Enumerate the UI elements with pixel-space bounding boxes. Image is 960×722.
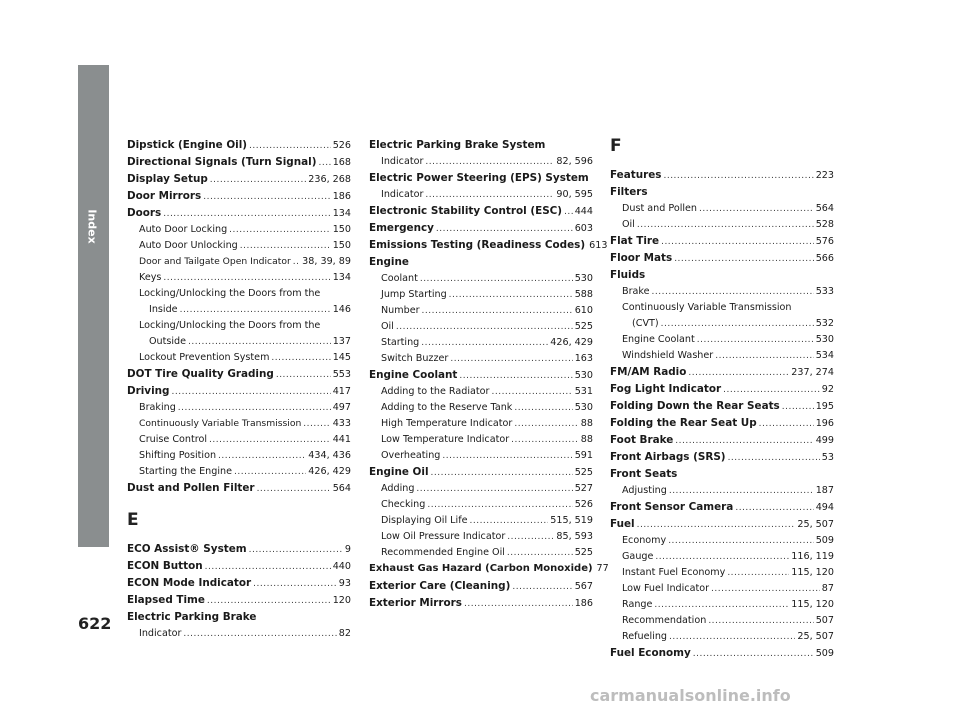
index-entry: Driving ..... 417 [127,383,351,400]
index-subentry: Auto Door Unlocking ..... 150 [127,238,351,254]
index-entry: ECON Mode Indicator ..... 93 [127,575,351,592]
index-entry: Exterior Mirrors ..... 186 [369,595,593,612]
index-subentry: High Temperature Indicator ..... 88 [369,416,593,432]
index-subentry: Keys ..... 134 [127,270,351,286]
index-entry: Folding the Rear Seat Up ..... 196 [610,415,834,432]
index-subentry: Displaying Oil Life ..... 515, 519 [369,513,593,529]
index-subentry: Oil ..... 525 [369,319,593,335]
index-entry: Floor Mats ..... 566 [610,250,834,267]
index-subentry: Brake ..... 533 [610,284,834,300]
index-entry: Fuel ..... 25, 507 [610,516,834,533]
index-column-1 [127,137,351,642]
index-entry: ECO Assist® System ..... 9 [127,541,351,558]
index-entry: Filters [610,186,648,198]
index-subentry: Gauge ..... 116, 119 [610,549,834,565]
index-subentry: Instant Fuel Economy ..... 115, 120 [610,565,834,581]
index-entry: Engine Oil ..... 525 [369,464,593,481]
index-subentry: Engine Coolant ..... 530 [610,332,834,348]
index-side-tab-label: Index [85,208,99,244]
index-entry: Front Sensor Camera ..... 494 [610,499,834,516]
index-subentry: Range ..... 115, 120 [610,597,834,613]
index-subentry: Windshield Washer ..... 534 [610,348,834,364]
index-entry: Door Mirrors ..... 186 [127,188,351,205]
index-subentry: Switch Buzzer ..... 163 [369,351,593,367]
index-entry: Fluids [610,269,646,281]
index-entry: Engine [369,256,409,268]
index-entry: Fog Light Indicator ..... 92 [610,381,834,398]
index-subentry: Overheating ..... 591 [369,448,593,464]
index-subentry: Indicator ..... 90, 595 [369,187,593,203]
index-subentry: Refueling ..... 25, 507 [610,629,834,645]
index-entry: Directional Signals (Turn Signal) ..... 168 [127,154,351,171]
index-entry: Engine Coolant ..... 530 [369,367,593,384]
page-number: 622 [78,614,112,633]
index-subentry: Economy ..... 509 [610,533,834,549]
index-entry: FM/AM Radio ..... 237, 274 [610,364,834,381]
index-subentry: Adding ..... 527 [369,481,593,497]
index-subentry: Adding to the Reserve Tank ..... 530 [369,400,593,416]
index-subentry: Continuously Variable Transmission [622,302,792,313]
index-subentry: Braking ..... 497 [127,400,351,416]
index-entry: Features ..... 223 [610,167,834,184]
index-entry: Electronic Stability Control (ESC) ..... 444 [369,203,593,220]
index-entry: Folding Down the Rear Seats ..... 195 [610,398,834,415]
index-column-2 [369,137,609,612]
index-subentry-continued: Inside ..... 146 [127,302,351,318]
index-entry: Foot Brake ..... 499 [610,432,834,449]
index-entry: Display Setup ..... 236, 268 [127,171,351,188]
index-subentry: Jump Starting ..... 588 [369,287,593,303]
index-subentry: Indicator ..... 82 [127,626,351,642]
index-subentry: Dust and Pollen ..... 564 [610,201,834,217]
index-column-3 [610,135,834,662]
index-subentry: Recommended Engine Oil ..... 525 [369,545,593,561]
index-subentry-continued: (CVT) ..... 532 [610,316,834,332]
index-subentry: Adjusting ..... 187 [610,483,834,499]
index-entry: Flat Tire ..... 576 [610,233,834,250]
index-subentry: Cruise Control ..... 441 [127,432,351,448]
index-entry: Front Airbags (SRS) ..... 53 [610,449,834,466]
index-subentry: Lockout Prevention System ..... 145 [127,350,351,366]
index-entry: DOT Tire Quality Grading ..... 553 [127,366,351,383]
index-subentry: Recommendation ..... 507 [610,613,834,629]
index-subentry: Shifting Position ..... 434, 436 [127,448,351,464]
section-letter-f: F [610,136,622,156]
index-subentry: Number ..... 610 [369,303,593,319]
index-subentry: Starting the Engine ..... 426, 429 [127,464,351,480]
index-entry: Electric Power Steering (EPS) System [369,172,589,184]
index-entry: Emergency ..... 603 [369,220,593,237]
index-subentry: Locking/Unlocking the Doors from the [139,288,321,299]
index-subentry: Door and Tailgate Open Indicator ..... 38, 39, 89 [127,254,351,270]
index-subentry-continued: Outside ..... 137 [127,334,351,350]
index-subentry: Low Oil Pressure Indicator ..... 85, 593 [369,529,593,545]
index-subentry: Indicator ..... 82, 596 [369,154,593,170]
index-subentry: Locking/Unlocking the Doors from the [139,320,321,331]
index-entry: Front Seats [610,468,678,480]
index-entry: Electric Parking Brake [127,611,257,623]
index-subentry: Continuously Variable Transmission ..... 433 [127,416,351,432]
index-subentry: Low Temperature Indicator ..... 88 [369,432,593,448]
index-entry: Electric Parking Brake System [369,139,546,151]
watermark: carmanualsonline.info [590,686,791,705]
index-entry: Dipstick (Engine Oil) ..... 526 [127,137,351,154]
index-entry: Emissions Testing (Readiness Codes) 613 [369,239,608,251]
section-letter-e: E [127,510,139,530]
index-entry: Fuel Economy ..... 509 [610,645,834,662]
index-subentry: Starting ..... 426, 429 [369,335,593,351]
index-entry: Exhaust Gas Hazard (Carbon Monoxide) 77 [369,563,609,574]
index-entry: Dust and Pollen Filter ..... 564 [127,480,351,497]
index-subentry: Coolant ..... 530 [369,271,593,287]
index-entry: Elapsed Time ..... 120 [127,592,351,609]
index-subentry: Oil ..... 528 [610,217,834,233]
index-subentry: Checking ..... 526 [369,497,593,513]
index-subentry: Low Fuel Indicator ..... 87 [610,581,834,597]
index-side-tab [78,65,109,547]
index-subentry: Adding to the Radiator ..... 531 [369,384,593,400]
index-entry: ECON Button ..... 440 [127,558,351,575]
index-entry: Doors ..... 134 [127,205,351,222]
index-entry: Exterior Care (Cleaning) ..... 567 [369,578,593,595]
index-subentry: Auto Door Locking ..... 150 [127,222,351,238]
